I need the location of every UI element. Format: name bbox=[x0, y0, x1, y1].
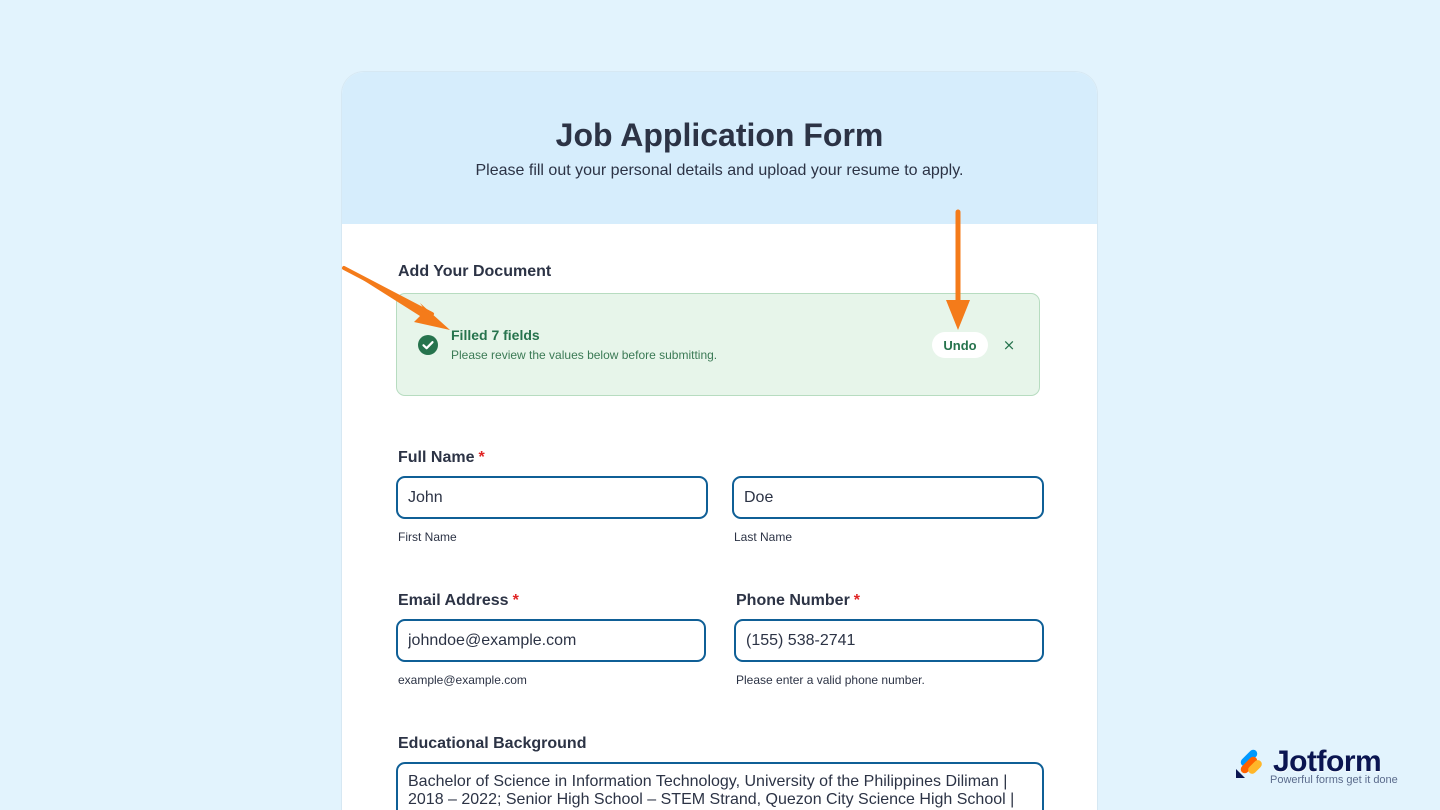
required-marker: * bbox=[853, 592, 861, 609]
first-name-sublabel: First Name bbox=[398, 530, 457, 544]
email-sublabel: example@example.com bbox=[398, 673, 527, 687]
required-marker: * bbox=[512, 592, 519, 609]
email-label-text: Email Address bbox=[398, 592, 509, 609]
education-label: Educational Background bbox=[398, 735, 587, 752]
arrow-icon bbox=[344, 268, 450, 330]
jotform-logo-icon bbox=[1233, 747, 1267, 786]
banner-description: Please review the values below before submitting. bbox=[451, 348, 718, 362]
jotform-branding[interactable] bbox=[1233, 745, 1413, 790]
banner-title: Filled 7 fields bbox=[451, 327, 540, 343]
education-textarea[interactable]: Bachelor of Science in Information Technology, University of the Philippines Diliman | 2018 – 2022; Senior High School – STEM Strand, Quezon City Science High School | bbox=[396, 762, 1044, 810]
form-title: Job Application Form bbox=[555, 117, 884, 153]
phone-sublabel: Please enter a valid phone number. bbox=[736, 673, 925, 687]
brand-name: Jotform bbox=[1273, 745, 1382, 778]
document-section-label: Add Your Document bbox=[398, 263, 552, 280]
brand-tagline: Powerful forms get it done bbox=[1270, 774, 1398, 786]
close-banner-button[interactable]: × bbox=[1000, 334, 1018, 356]
required-marker: * bbox=[478, 449, 485, 466]
phone-label-text: Phone Number bbox=[736, 592, 850, 609]
arrow-icon bbox=[946, 212, 970, 330]
undo-button[interactable]: Undo bbox=[932, 332, 988, 358]
last-name-sublabel: Last Name bbox=[734, 530, 793, 544]
form-subtitle: Please fill out your personal details and upload your resume to apply. bbox=[475, 162, 964, 179]
full-name-label-text: Full Name bbox=[398, 449, 475, 466]
